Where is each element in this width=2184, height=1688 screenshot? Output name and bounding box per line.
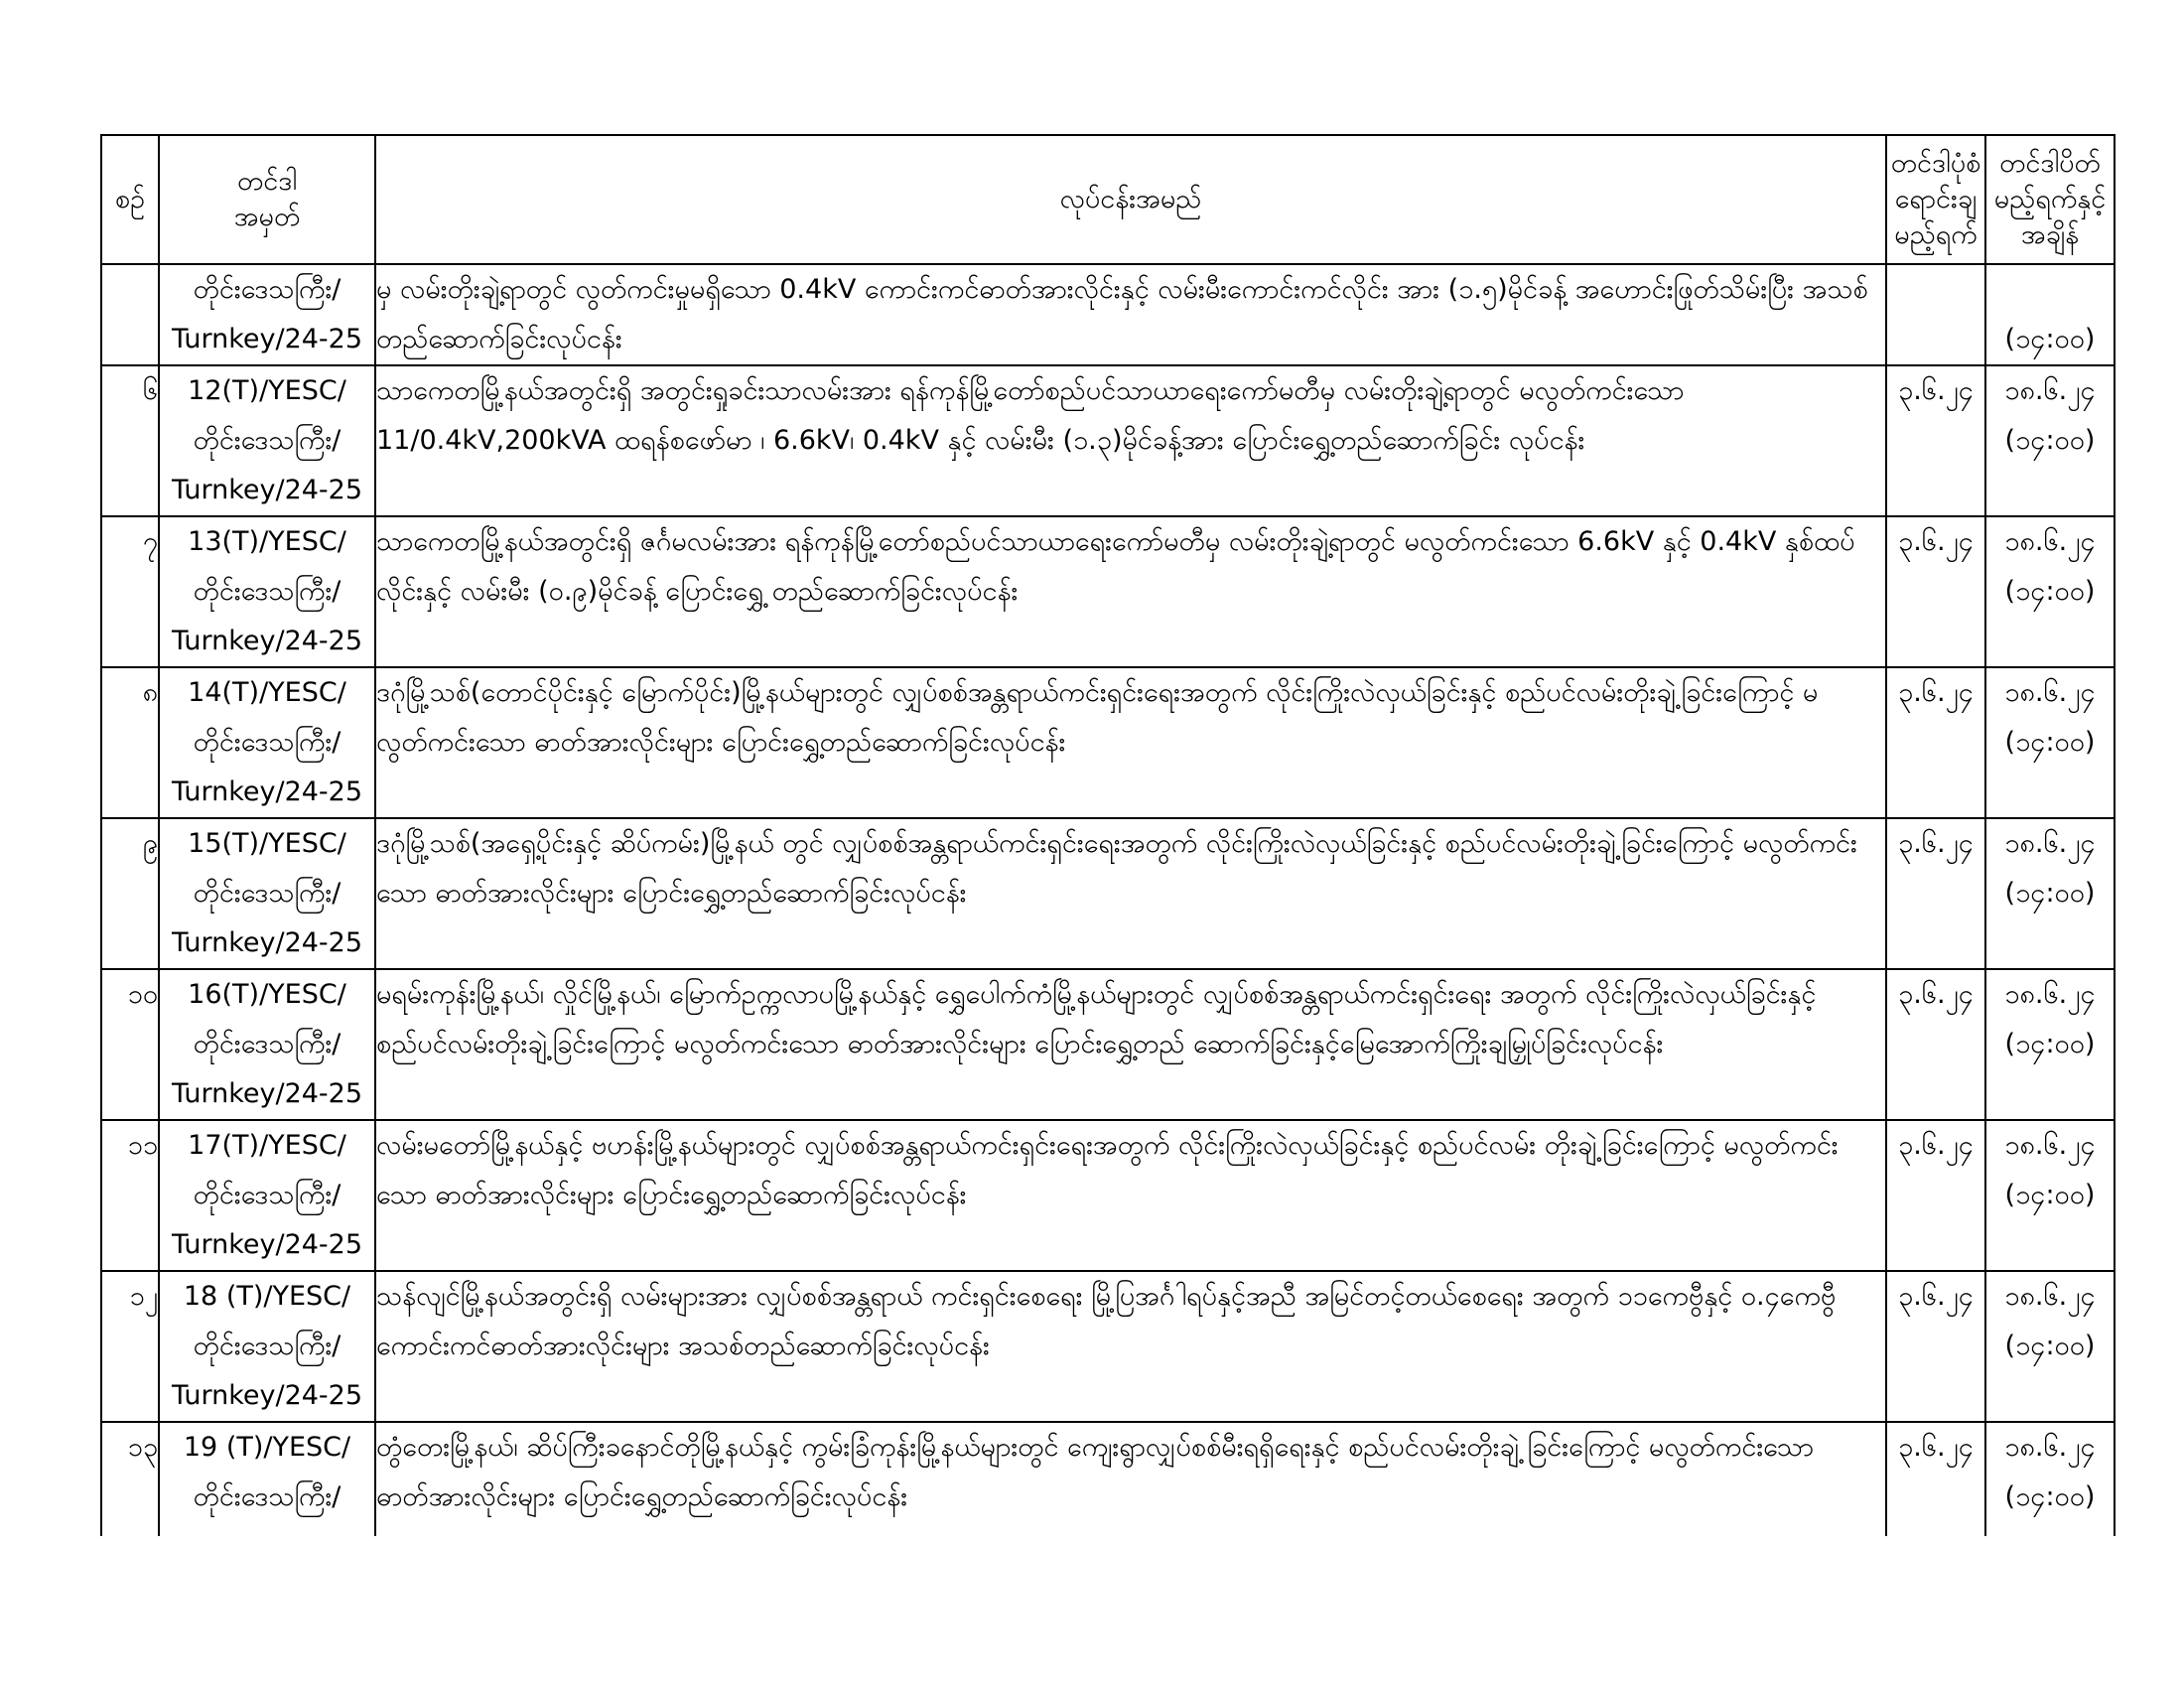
tender-number-line: Turnkey/24-25	[171, 324, 363, 354]
work-description: သာကေတမြို့နယ်အတွင်းရှိ အတွင်းရှုခင်းသာလမ်းအား ရန်ကုန်မြို့တော်စည်ပင်သာယာရေးကော်မတီမှ လမ်းတိုးချဲ့ရာတွင် မလွတ်ကင်းသော 11/0.4kV,200kVA ထရန်စဖော်မာ ၊ 6.6kV၊ 0.4kV နှင့် လမ်းမီး (၁.၃)မိုင်ခန့်အား ပြောင်းရွှေ့တည်ဆောက်ခြင်း လုပ်ငန်း	[375, 365, 1886, 516]
closing-date: ၁၈.၆.၂၄	[2004, 979, 2096, 1010]
tender-number-line: Turnkey/24-25	[171, 776, 363, 807]
tender-number-line: တိုင်းဒေသကြီး/	[193, 576, 341, 607]
tender-number-line: တိုင်းဒေသကြီး/	[193, 1481, 341, 1512]
tender-number-line: Turnkey/24-25	[171, 927, 363, 958]
header-close-date: တင်ဒါပိတ် မည့်ရက်နှင့် အချိန်	[1985, 135, 2115, 264]
table-row	[101, 264, 2115, 365]
tender-number-line: တိုင်းဒေသကြီး/	[193, 1331, 341, 1361]
tender-number-line: Turnkey/24-25	[171, 475, 363, 505]
tender-number-cell	[159, 516, 375, 667]
table-row	[101, 1120, 2115, 1271]
table-row	[101, 969, 2115, 1120]
closing-date: ၁၈.၆.၂၄	[2004, 1281, 2096, 1312]
sale-date: ၃.၆.၂၄	[1886, 1271, 1985, 1422]
page-bottom-margin	[0, 1536, 2184, 1688]
closing-date-cell	[1985, 1120, 2115, 1271]
tender-number-cell	[159, 818, 375, 969]
table-row	[101, 1271, 2115, 1422]
tender-table	[100, 134, 2116, 1573]
sale-date: ၃.၆.၂၄	[1886, 1422, 1985, 1573]
tender-number-line: တိုင်းဒေသကြီး/	[193, 1029, 341, 1059]
tender-number-cell	[159, 1120, 375, 1271]
tender-number-line: Turnkey/24-25	[171, 1229, 363, 1260]
tender-number-line: တိုင်းဒေသကြီး/	[193, 425, 341, 456]
sale-date: ၃.၆.၂၄	[1886, 1120, 1985, 1271]
row-number: ၁၃	[101, 1422, 159, 1573]
work-description: မှ လမ်းတိုးချဲ့ရာတွင် လွတ်ကင်းမှုမရှိသော 0.4kV ကောင်းကင်ဓာတ်အားလိုင်းနှင့် လမ်းမီးကောင်းကင်လိုင်း အား (၁.၅)မိုင်ခန့် အဟောင်းဖြုတ်သိမ်းပြီး အသစ်တည်ဆောက်ခြင်းလုပ်ငန်း	[375, 264, 1886, 365]
tender-number-cell	[159, 365, 375, 516]
tender-number-cell	[159, 667, 375, 818]
header-tender-no-line2: အမှတ်	[233, 202, 301, 232]
header-work-name: လုပ်ငန်းအမည်	[375, 135, 1886, 264]
tender-number-line: 19 (T)/YESC/	[183, 1432, 351, 1463]
work-description: သန်လျင်မြို့နယ်အတွင်းရှိ လမ်းများအား လျှပ်စစ်အန္တရာယ် ကင်းရှင်းစေရေး မြို့ပြအင်္ဂါရပ်နှင့်အညီ အမြင်တင့်တယ်စေရေး အတွက် ၁၁ကေဗွီနှင့် ၀.၄ကေဗွီ ကောင်းကင်ဓာတ်အားလိုင်းများ အသစ်တည်ဆောက်ခြင်းလုပ်ငန်း	[375, 1271, 1886, 1422]
tender-number-line: 13(T)/YESC/	[188, 526, 346, 557]
closing-date	[1986, 265, 2114, 315]
closing-date-cell	[1985, 667, 2115, 818]
tender-number-line: 12(T)/YESC/	[188, 375, 346, 406]
work-description: လမ်းမတော်မြို့နယ်နှင့် ဗဟန်းမြို့နယ်များတွင် လျှပ်စစ်အန္တရာယ်ကင်းရှင်းရေးအတွက် လိုင်းကြိုးလဲလှယ်ခြင်းနှင့် စည်ပင်လမ်း တိုးချဲ့ခြင်းကြောင့် မလွတ်ကင်းသော ဓာတ်အားလိုင်းများ ပြောင်းရွှေ့တည်ဆောက်ခြင်းလုပ်ငန်း	[375, 1120, 1886, 1271]
closing-date: ၁၈.၆.၂၄	[2004, 828, 2096, 859]
tender-number-line: တိုင်းဒေသကြီး/	[193, 274, 341, 305]
row-number: ၈	[101, 667, 159, 818]
tender-number-line: 17(T)/YESC/	[188, 1130, 346, 1161]
tender-number-cell	[159, 969, 375, 1120]
header-open-date: တင်ဒါပုံစံ ရောင်းချ မည့်ရက်	[1886, 135, 1985, 264]
row-number: ၁၀	[101, 969, 159, 1120]
table-row	[101, 516, 2115, 667]
row-number: ၇	[101, 516, 159, 667]
header-row	[101, 135, 2115, 264]
sale-date: ၃.၆.၂၄	[1886, 818, 1985, 969]
closing-date-cell	[1985, 264, 2115, 365]
header-tender-no	[159, 135, 375, 264]
tender-number-line: Turnkey/24-25	[171, 626, 363, 656]
closing-time: (၁၄:၀၀)	[2004, 576, 2096, 607]
sale-date: ၃.၆.၂၄	[1886, 516, 1985, 667]
tender-number-cell	[159, 264, 375, 365]
closing-date-cell	[1985, 818, 2115, 969]
work-description: ဒဂုံမြို့သစ်(တောင်ပိုင်းနှင့် မြောက်ပိုင်း)မြို့နယ်များတွင် လျှပ်စစ်အန္တရာယ်ကင်းရှင်းရေးအတွက် လိုင်းကြိုးလဲလှယ်ခြင်းနှင့် စည်ပင်လမ်းတိုးချဲ့ခြင်းကြောင့် မလွတ်ကင်းသော ဓာတ်အားလိုင်းများ ပြောင်းရွှေ့တည်ဆောက်ခြင်းလုပ်ငန်း	[375, 667, 1886, 818]
closing-time: (၁၄:၀၀)	[2004, 878, 2096, 909]
tender-number-line: 16(T)/YESC/	[188, 979, 346, 1010]
header-tender-no-line1: တင်ဒါ	[236, 166, 297, 197]
tender-number-line: တိုင်းဒေသကြီး/	[193, 878, 341, 909]
closing-date-cell	[1985, 1271, 2115, 1422]
row-number: ၁၁	[101, 1120, 159, 1271]
work-description: မရမ်းကုန်းမြို့နယ်၊ လှိုင်မြို့နယ်၊ မြောက်ဥက္ကလာပမြို့နယ်နှင့် ရွှေပေါက်ကံမြို့နယ်များတွင် လျှပ်စစ်အန္တရာယ်ကင်းရှင်းရေး အတွက် လိုင်းကြိုးလဲလှယ်ခြင်းနှင့် စည်ပင်လမ်းတိုးချဲ့ခြင်းကြောင့် မလွတ်ကင်းသော ဓာတ်အားလိုင်းများ ပြောင်းရွှေ့တည် ဆောက်ခြင်းနှင့်မြေအောက်ကြိုးချမြှုပ်ခြင်းလုပ်ငန်း	[375, 969, 1886, 1120]
tender-number-line: တိုင်းဒေသကြီး/	[193, 727, 341, 758]
closing-time: (၁၄:၀၀)	[2004, 1029, 2096, 1059]
closing-date: ၁၈.၆.၂၄	[2004, 1432, 2096, 1463]
tender-number-line: Turnkey/24-25	[171, 1380, 363, 1411]
closing-time: (၁၄:၀၀)	[2004, 1331, 2096, 1361]
tender-number-cell	[159, 1271, 375, 1422]
row-number	[101, 264, 159, 365]
closing-date: ၁၈.၆.၂၄	[2004, 677, 2096, 708]
row-number: ၁၂	[101, 1271, 159, 1422]
table-body	[101, 264, 2115, 1573]
closing-time: (၁၄:၀၀)	[2004, 1180, 2096, 1210]
table-row	[101, 667, 2115, 818]
sale-date: ၃.၆.၂၄	[1886, 365, 1985, 516]
table-row	[101, 818, 2115, 969]
closing-date: ၁၈.၆.၂၄	[2004, 375, 2096, 406]
closing-date-cell	[1985, 365, 2115, 516]
closing-time: (၁၄:၀၀)	[2004, 324, 2096, 354]
closing-date-cell	[1985, 516, 2115, 667]
closing-time: (၁၄:၀၀)	[2004, 727, 2096, 758]
closing-time: (၁၄:၀၀)	[2004, 1481, 2096, 1512]
closing-date: ၁၈.၆.၂၄	[2004, 1130, 2096, 1161]
sale-date: ၃.၆.၂၄	[1886, 969, 1985, 1120]
header-no: စဉ်	[101, 135, 159, 264]
row-number: ၆	[101, 365, 159, 516]
tender-number-line: 15(T)/YESC/	[188, 828, 346, 859]
closing-time: (၁၄:၀၀)	[2004, 425, 2096, 456]
work-description: သာကေတမြို့နယ်အတွင်းရှိ ဇင်္ဂမလမ်းအား ရန်ကုန်မြို့တော်စည်ပင်သာယာရေးကော်မတီမှ လမ်းတိုးချဲ့ရာတွင် မလွတ်ကင်းသော 6.6kV နှင့် 0.4kV နှစ်ထပ်လိုင်းနှင့် လမ်းမီး (၀.၉)မိုင်ခန့် ပြောင်းရွှေ့ တည်ဆောက်ခြင်းလုပ်ငန်း	[375, 516, 1886, 667]
tender-number-line: 14(T)/YESC/	[188, 677, 346, 708]
closing-date-cell	[1985, 969, 2115, 1120]
work-description: ဒဂုံမြို့သစ်(အရှေ့ပိုင်းနှင့် ဆိပ်ကမ်း)မြို့နယ် တွင် လျှပ်စစ်အန္တရာယ်ကင်းရှင်းရေးအတွက် လိုင်းကြိုးလဲလှယ်ခြင်းနှင့် စည်ပင်လမ်းတိုးချဲ့ခြင်းကြောင့် မလွတ်ကင်းသော ဓာတ်အားလိုင်းများ ပြောင်းရွှေ့တည်ဆောက်ခြင်းလုပ်ငန်း	[375, 818, 1886, 969]
sale-date	[1886, 264, 1985, 365]
row-number: ၉	[101, 818, 159, 969]
table-row	[101, 365, 2115, 516]
tender-number-line: Turnkey/24-25	[171, 1078, 363, 1109]
tender-number-line: 18 (T)/YESC/	[183, 1281, 351, 1312]
sale-date: ၃.၆.၂၄	[1886, 667, 1985, 818]
closing-date: ၁၈.၆.၂၄	[2004, 526, 2096, 557]
work-description: တွံတေးမြို့နယ်၊ ဆိပ်ကြီးခနောင်တိုမြို့နယ်နှင့် ကွမ်းခြံကုန်းမြို့နယ်များတွင် ကျေးရွာလျှပ်စစ်မီးရရှိရေးနှင့် စည်ပင်လမ်းတိုးချဲ့ ခြင်းကြောင့် မလွတ်ကင်းသော ဓာတ်အားလိုင်းများ ပြောင်းရွှေ့တည်ဆောက်ခြင်းလုပ်ငန်း	[375, 1422, 1886, 1573]
tender-number-line: တိုင်းဒေသကြီး/	[193, 1180, 341, 1210]
